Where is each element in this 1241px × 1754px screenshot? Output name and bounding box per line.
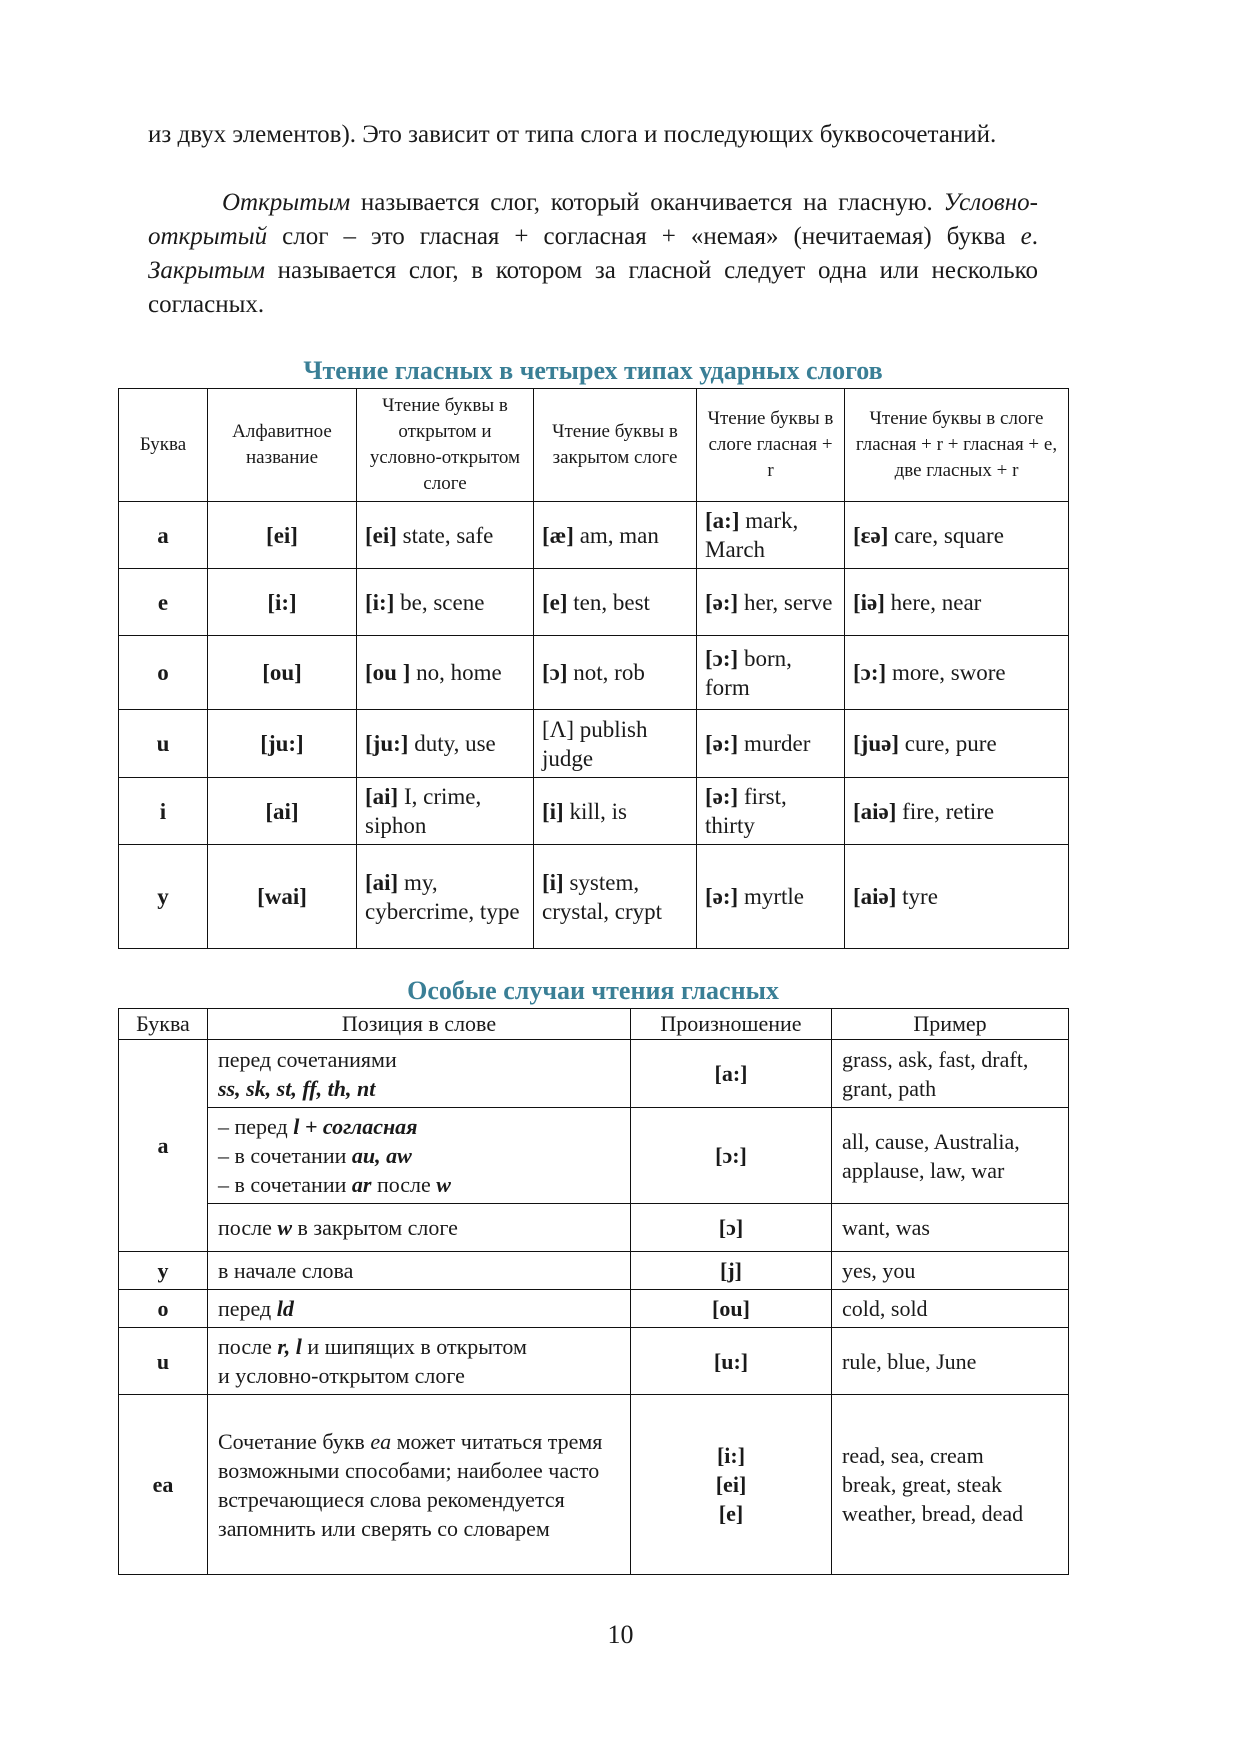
open-syllable-cell: [ju:] duty, use <box>357 710 534 778</box>
position-cell: перед сочетаниями ss, sk, st, ff, th, nt <box>208 1040 631 1108</box>
letter-cell: o <box>119 1290 208 1328</box>
vowel-r-cell: [ɔ:] born, form <box>697 636 845 710</box>
vowel-r-cell: [ə:] murder <box>697 710 845 778</box>
letter-cell: u <box>119 710 208 778</box>
sentence-dot: . <box>1031 223 1038 250</box>
pronunciation-cell: [j] <box>631 1252 832 1290</box>
vowel-r-cell: [ə:] myrtle <box>697 845 845 949</box>
table2-caption: Особые случаи чтения гласных <box>407 976 779 1005</box>
alphabet-name-cell: [ai] <box>208 778 357 845</box>
example-cell: all, cause, Australia, applause, law, war <box>832 1108 1069 1204</box>
table-row <box>119 845 1069 949</box>
alphabet-name-cell: [i:] <box>208 569 357 636</box>
letter-cell: u <box>119 1328 208 1395</box>
conditional-definition: слог – это гласная + согласная + «немая» (нечитаемая) буква <box>267 223 1021 250</box>
pronunciation-cell: [i:] [ei] [e] <box>631 1395 832 1575</box>
position-cell: Сочетание букв ea может читаться тремя возможными способами; наиболее часто встречающиеся слова рекомендуется запомнить или сверять со словарем <box>208 1395 631 1575</box>
position-cell: – перед l + согласная – в сочетании au, aw – в сочетании ar после w <box>208 1108 631 1204</box>
example-cell: rule, blue, June <box>832 1328 1069 1395</box>
table-row <box>119 1395 1069 1575</box>
closed-syllable-cell: [ɔ] not, rob <box>534 636 697 710</box>
vowel-r-cell: [ə:] her, serve <box>697 569 845 636</box>
pronunciation-cell: [ɔ:] <box>631 1108 832 1204</box>
vowel-reading-table <box>118 388 1069 949</box>
table1-header: Чтение буквы в слоге гласная + r + гласная + e, две гласных + r <box>845 389 1069 502</box>
closed-definition: называется слог, в котором за гласной следует одна или несколько согласных. <box>148 257 1038 318</box>
vowel-r-vowel-cell: [aiə] tyre <box>845 845 1069 949</box>
closed-syllable-cell: [e] ten, best <box>534 569 697 636</box>
open-syllable-cell: [ai] my, cybercrime, type <box>357 845 534 949</box>
table1-header: Чтение буквы в открытом и условно-открытом слоге <box>357 389 534 502</box>
open-syllable-cell: [ei] state, safe <box>357 502 534 569</box>
vowel-r-cell: [ə:] first, thirty <box>697 778 845 845</box>
example-cell: yes, you <box>832 1252 1069 1290</box>
letter-cell: y <box>119 1252 208 1290</box>
alphabet-name-cell: [ei] <box>208 502 357 569</box>
alphabet-name-cell: [ou] <box>208 636 357 710</box>
letter-cell: y <box>119 845 208 949</box>
example-cell: want, was <box>832 1204 1069 1252</box>
table-row <box>119 778 1069 845</box>
table1-header-row <box>119 389 1069 502</box>
letter-cell: e <box>119 569 208 636</box>
silent-letter: е <box>1020 223 1032 250</box>
table2-header: Пример <box>832 1009 1069 1040</box>
closed-term: Закрытым <box>148 257 265 284</box>
vowel-r-vowel-cell: [ɔ:] more, swore <box>845 636 1069 710</box>
table-row <box>119 569 1069 636</box>
open-term: Открытым <box>222 189 351 216</box>
table1-header: Чтение буквы в слоге гласная + r <box>697 389 845 502</box>
table1-caption: Чтение гласных в четырех типах ударных слогов <box>303 356 883 385</box>
table-row <box>119 1204 1069 1252</box>
vowel-r-vowel-cell: [ɛə] care, square <box>845 502 1069 569</box>
open-syllable-cell: [ai] I, crime, siphon <box>357 778 534 845</box>
table1-header: Алфавитное название <box>208 389 357 502</box>
open-definition: называется слог, который оканчивается на гласную. <box>350 189 944 216</box>
closed-syllable-cell: [æ] am, man <box>534 502 697 569</box>
position-cell: в начале слова <box>208 1252 631 1290</box>
vowel-r-vowel-cell: [iə] here, near <box>845 569 1069 636</box>
page-number: 10 <box>607 1620 634 1649</box>
pronunciation-cell: [ou] <box>631 1290 832 1328</box>
pronunciation-cell: [a:] <box>631 1040 832 1108</box>
table-row <box>119 1290 1069 1328</box>
table2-header-row <box>119 1009 1069 1040</box>
intro-paragraph-1: из двух элементов). Это зависит от типа слога и последующих буквосочетаний. <box>148 121 997 148</box>
letter-cell: i <box>119 778 208 845</box>
alphabet-name-cell: [ju:] <box>208 710 357 778</box>
vowel-r-cell: [a:] mark, March <box>697 502 845 569</box>
example-cell: cold, sold <box>832 1290 1069 1328</box>
position-cell: после w в закрытом слоге <box>208 1204 631 1252</box>
intro-paragraph-2 <box>148 186 1038 322</box>
letter-cell: a <box>119 502 208 569</box>
position-cell: перед ld <box>208 1290 631 1328</box>
closed-syllable-cell: [i] kill, is <box>534 778 697 845</box>
table-row <box>119 710 1069 778</box>
table2-header: Буква <box>119 1009 208 1040</box>
vowel-r-vowel-cell: [aiə] fire, retire <box>845 778 1069 845</box>
table-row <box>119 1328 1069 1395</box>
example-cell: read, sea, cream break, great, steak weather, bread, dead <box>832 1395 1069 1575</box>
letter-cell: a <box>119 1040 208 1252</box>
open-syllable-cell: [i:] be, scene <box>357 569 534 636</box>
pronunciation-cell: [u:] <box>631 1328 832 1395</box>
table1-header: Буква <box>119 389 208 502</box>
table-row <box>119 636 1069 710</box>
letter-cell: o <box>119 636 208 710</box>
table2-header: Произношение <box>631 1009 832 1040</box>
pronunciation-cell: [ɔ] <box>631 1204 832 1252</box>
table2-header: Позиция в слове <box>208 1009 631 1040</box>
table1-header: Чтение буквы в закрытом слоге <box>534 389 697 502</box>
open-syllable-cell: [ou ] no, home <box>357 636 534 710</box>
conditional-term: Условно-открытый <box>148 189 1038 250</box>
position-cell: после r, l и шипящих в открытом и условно-открытом слоге <box>208 1328 631 1395</box>
special-cases-table <box>118 1008 1069 1575</box>
vowel-r-vowel-cell: [juə] cure, pure <box>845 710 1069 778</box>
letter-cell: ea <box>119 1395 208 1575</box>
table-row <box>119 1108 1069 1204</box>
closed-syllable-cell: [Λ] publish judge <box>534 710 697 778</box>
example-cell: grass, ask, fast, draft, grant, path <box>832 1040 1069 1108</box>
closed-syllable-cell: [i] system, crystal, crypt <box>534 845 697 949</box>
alphabet-name-cell: [wai] <box>208 845 357 949</box>
table-row <box>119 1040 1069 1108</box>
table-row <box>119 1252 1069 1290</box>
table-row <box>119 502 1069 569</box>
